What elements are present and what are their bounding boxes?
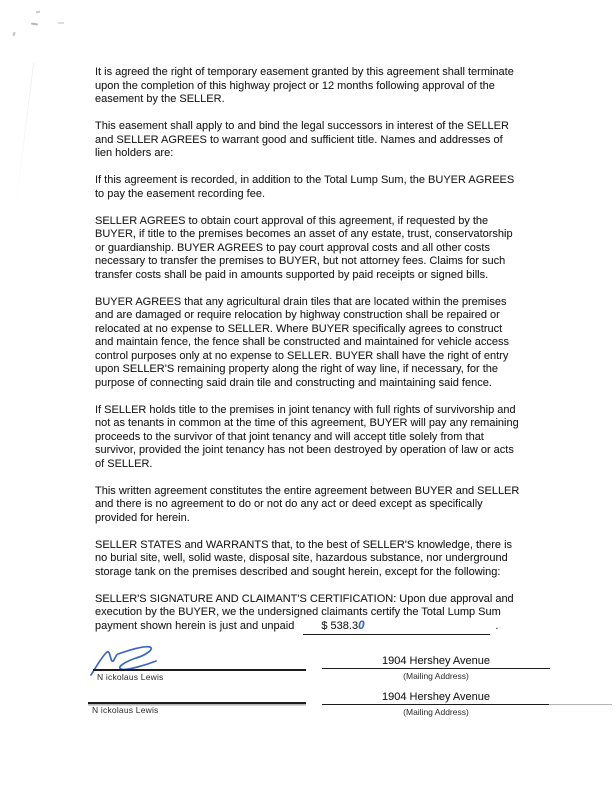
mailing-address-block-1 [322, 655, 550, 681]
paragraph-line: This easement shall apply to and bind the legal successors in interest of the SELLER [95, 120, 509, 132]
payment-line [95, 620, 565, 636]
paragraph-line: upon the completion of this highway project or 12 months following approval of the [95, 79, 495, 92]
paragraph-line: lien holders are: [95, 147, 174, 159]
handwritten-digit: 0 [358, 619, 365, 632]
paragraph [95, 539, 565, 580]
paragraph-line: It is agreed the right of temporary easement granted by this agreement shall terminate [95, 66, 514, 78]
payment-prefix: payment shown herein is just and unpaid [95, 619, 295, 632]
total-lump-sum-field [303, 620, 490, 636]
paragraph [95, 215, 565, 283]
mailing-address-value-2: 1904 Hershey Avenue [322, 691, 550, 705]
paragraph-line: SELLER STATES and WARRANTS that, to the best of SELLER'S knowledge, there is [95, 538, 513, 551]
mailing-address-value-1: 1904 Hershey Avenue [322, 655, 550, 669]
paragraph-line: execution by the BUYER, we the undersigned claimants certify the Total Lump Sum [95, 606, 501, 618]
paragraph-line: and there is no agreement to do or not do any act or deed except as specifically [95, 498, 483, 510]
paragraph-line: SELLER'S SIGNATURE AND CLAIMANT'S CERTIFICATION: Upon due approval and [95, 592, 514, 605]
paragraph [95, 404, 565, 472]
scan-speck [58, 22, 64, 24]
paragraph [95, 174, 565, 201]
paragraph-line: easement by the SELLER. [95, 93, 225, 105]
signer-name-2: N ickolaus Lewis [92, 705, 159, 715]
paragraph-line: necessary to transfer the premises to BUYER, but not attorney fees. Claims for such [95, 255, 506, 267]
paragraph-line: purpose of connecting said drain tile and constructing and maintaining said fence. [95, 376, 492, 389]
paragraph-line: to pay the easement recording fee. [95, 187, 265, 200]
sentence-period: . [495, 619, 499, 632]
paragraph [95, 485, 565, 526]
paragraph-line: no burial site, well, solid waste, disposal site, hazardous substance, nor underground [95, 552, 508, 564]
agreement-paragraphs [95, 66, 565, 579]
paragraph-line: transfer costs shall be paid in amounts supported by paid receipts or signed bills. [95, 268, 489, 281]
signature-line-2 [88, 702, 306, 704]
paragraph-line: and maintain fence, the fence shall be constructed and maintained for vehicle access [95, 336, 509, 348]
paragraph-line: survivor, provided the joint tenancy has not been destroyed by operation of law or acts [95, 444, 514, 456]
paragraph-line: proceeds to the survivor of that joint tenancy and will accept title solely from that [95, 430, 484, 443]
signature-line-1 [93, 669, 306, 671]
paragraph-line: and SELLER AGREES to warrant good and sufficient title. Names and addresses of [95, 133, 503, 146]
paragraph [95, 296, 565, 391]
mailing-address-caption-1: (Mailing Address) [403, 670, 469, 681]
signer-name-1: N ickolaus Lewis [97, 672, 164, 682]
scan-streak [15, 62, 34, 211]
paragraph [95, 120, 565, 161]
paragraph-line: storage tank on the premises described and sought herein, except for the following: [95, 565, 501, 578]
scan-speck [12, 32, 15, 36]
mailing-address-block-2 [322, 691, 550, 717]
paragraph-line: of SELLER. [95, 457, 153, 470]
paragraph-line: If SELLER holds title to the premises in joint tenancy with full rights of survivorship and [95, 403, 516, 416]
mailing-address-caption-2: (Mailing Address) [403, 706, 469, 717]
paragraph-line: relocated at no expense to SELLER. Where BUYER specifically agrees to construct [95, 322, 503, 335]
paragraph-line: and are damaged or require relocation by highway construction shall be repaired or [95, 309, 500, 321]
scan-speck [31, 23, 38, 26]
paragraph-line: not as tenants in common at the time of this agreement, BUYER will pay any remaining [95, 417, 519, 429]
paragraph-line: control purposes only at no expense to SELLER. BUYER shall have the right of entry [95, 349, 509, 362]
paragraph-line: SELLER AGREES to obtain court approval of this agreement, if requested by the [95, 214, 489, 227]
document-body [95, 66, 565, 649]
paragraph-line: This written agreement constitutes the entire agreement between BUYER and SELLER [95, 484, 520, 497]
paragraph-line: upon SELLER'S remaining property along the right of way line, if necessary, for the [95, 363, 499, 375]
paragraph [95, 66, 565, 107]
paragraph-line: If this agreement is recorded, in addition to the Total Lump Sum, the BUYER AGREES [95, 174, 515, 186]
certification-paragraph [95, 593, 565, 636]
faded-line-tail [549, 704, 612, 705]
amount-printed: $ 538.3 [321, 619, 359, 632]
paragraph-line: provided for herein. [95, 511, 190, 524]
scan-speck [36, 11, 40, 14]
paragraph-line: or guardianship. BUYER AGREES to pay court approval costs and all other costs [95, 241, 490, 254]
paragraph-line: BUYER AGREES that any agricultural drain tiles that are located within the premises [95, 295, 507, 308]
paragraph-line: BUYER, if title to the premises becomes an asset of any estate, trust, conservatorship [95, 228, 513, 240]
